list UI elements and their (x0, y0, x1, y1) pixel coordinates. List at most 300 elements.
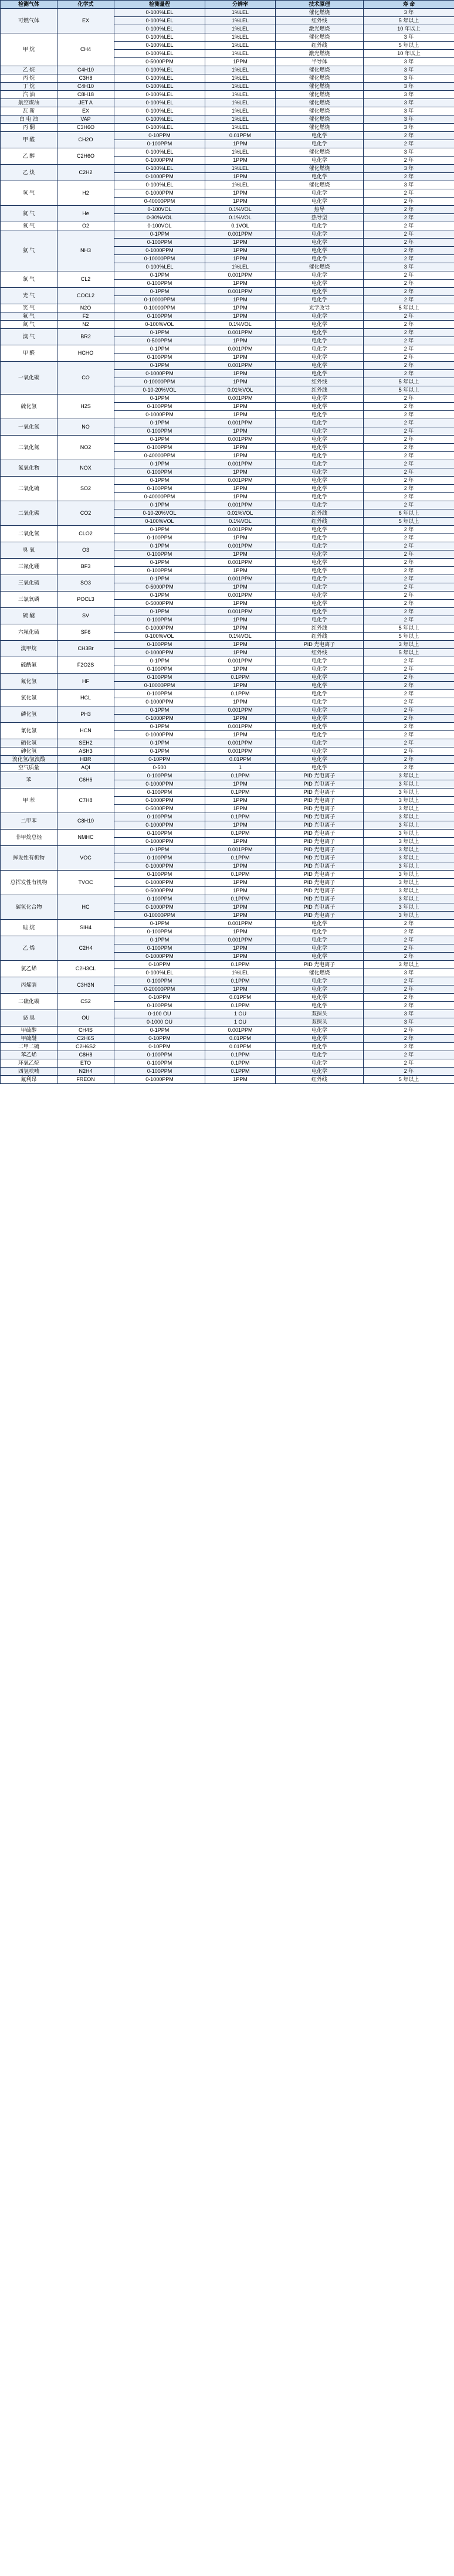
detection-range-cell: 0-1000PPM (114, 624, 205, 633)
lifetime-cell: 2 年 (364, 132, 454, 140)
technology-cell: 电化学 (276, 723, 364, 731)
technology-cell: 电化学 (276, 756, 364, 764)
technology-cell: 电化学 (276, 477, 364, 485)
table-row (1, 624, 454, 633)
chemical-formula-cell: H2 (57, 181, 114, 206)
technology-cell: 电化学 (276, 132, 364, 140)
detection-range-cell: 0-1PPM (114, 723, 205, 731)
lifetime-cell: 3 年 (364, 165, 454, 173)
resolution-cell: 1PPM (205, 403, 276, 411)
lifetime-cell: 3 年以上 (364, 772, 454, 780)
resolution-cell: 1PPM (205, 928, 276, 936)
resolution-cell: 0.001PPM (205, 608, 276, 616)
chemical-formula-cell: HC (57, 895, 114, 920)
gas-name-cell: 硅 烷 (1, 920, 57, 936)
detection-range-cell: 0-100PPM (114, 1068, 205, 1076)
resolution-cell: 1PPM (205, 862, 276, 871)
detection-range-cell: 0-100%LEL (114, 33, 205, 42)
resolution-cell: 1 (205, 764, 276, 772)
technology-cell: 催化燃烧 (276, 115, 364, 124)
gas-name-cell: 甲 醛 (1, 132, 57, 148)
detection-range-cell: 0-40000PPM (114, 452, 205, 460)
gas-name-cell: 苯 (1, 772, 57, 789)
technology-cell: 电化学 (276, 1068, 364, 1076)
technology-cell: PID 光电离子 (276, 772, 364, 780)
detection-range-cell: 0-10-20%VOL (114, 386, 205, 395)
resolution-cell: 1%LEL (205, 91, 276, 99)
technology-cell: PID 光电离子 (276, 862, 364, 871)
gas-name-cell: 氟利昂 (1, 1076, 57, 1084)
lifetime-cell: 3 年以上 (364, 641, 454, 649)
detection-range-cell: 0-1PPM (114, 936, 205, 944)
gas-name-cell: 氦 气 (1, 206, 57, 222)
lifetime-cell: 2 年 (364, 329, 454, 337)
gas-name-cell: 乙 炔 (1, 165, 57, 181)
table-row (1, 230, 454, 239)
lifetime-cell: 3 年以上 (364, 797, 454, 805)
resolution-cell: 0.001PPM (205, 657, 276, 665)
lifetime-cell: 2 年 (364, 559, 454, 567)
gas-name-cell: 氢 气 (1, 181, 57, 206)
chemical-formula-cell: TVOC (57, 871, 114, 895)
table-row (1, 846, 454, 854)
technology-cell: 电化学 (276, 222, 364, 230)
gas-name-cell: 氮 气 (1, 321, 57, 329)
resolution-cell: 0.1PPM (205, 977, 276, 985)
lifetime-cell: 3 年以上 (364, 903, 454, 912)
table-row (1, 1035, 454, 1043)
table-row (1, 690, 454, 698)
gas-name-cell: 恶 臭 (1, 1010, 57, 1027)
lifetime-cell: 2 年 (364, 600, 454, 608)
chemical-formula-cell: COCL2 (57, 288, 114, 304)
resolution-cell: 1PPM (205, 616, 276, 624)
detection-range-cell: 0-100%LEL (114, 17, 205, 25)
chemical-formula-cell: N2H4 (57, 1068, 114, 1076)
gas-name-cell: 二氧化碳 (1, 501, 57, 526)
lifetime-cell: 2 年 (364, 731, 454, 739)
lifetime-cell: 3 年 (364, 9, 454, 17)
detection-range-cell: 0-1PPM (114, 501, 205, 509)
technology-cell: 双探头 (276, 1010, 364, 1018)
lifetime-cell: 5 年以上 (364, 649, 454, 657)
technology-cell: 电化学 (276, 1051, 364, 1059)
chemical-formula-cell: CLO2 (57, 526, 114, 542)
technology-cell: 催化燃烧 (276, 148, 364, 157)
gas-name-cell: 氯乙烯 (1, 961, 57, 977)
detection-range-cell: 0-1000PPM (114, 715, 205, 723)
detection-range-cell: 0-40000PPM (114, 493, 205, 501)
resolution-cell: 0.001PPM (205, 592, 276, 600)
lifetime-cell: 3 年 (364, 74, 454, 83)
gas-name-cell: 氯化氢 (1, 690, 57, 706)
lifetime-cell: 2 年 (364, 977, 454, 985)
column-header-formula: 化学式 (57, 1, 114, 9)
detection-range-cell: 0-100%LEL (114, 165, 205, 173)
lifetime-cell: 2 年 (364, 493, 454, 501)
detection-range-cell: 0-1PPM (114, 230, 205, 239)
table-row (1, 395, 454, 403)
resolution-cell: 0.1%VOL (205, 206, 276, 214)
detection-range-cell: 0-10000PPM (114, 378, 205, 386)
table-row (1, 920, 454, 928)
detection-range-cell: 0-30%VOL (114, 214, 205, 222)
technology-cell: PID 光电离子 (276, 821, 364, 830)
technology-cell: 电化学 (276, 953, 364, 961)
resolution-cell: 1PPM (205, 255, 276, 263)
technology-cell: 电化学 (276, 321, 364, 329)
lifetime-cell: 2 年 (364, 230, 454, 239)
gas-name-cell: 挥发性有机物 (1, 846, 57, 871)
technology-cell: 电化学 (276, 493, 364, 501)
detection-range-cell: 0-1PPM (114, 739, 205, 747)
gas-name-cell: 三氯氧磷 (1, 592, 57, 608)
chemical-formula-cell: SF6 (57, 624, 114, 641)
lifetime-cell: 2 年 (364, 1027, 454, 1035)
gas-name-cell: 环氧乙烷 (1, 1059, 57, 1068)
gas-name-cell: 砷化氢 (1, 747, 57, 756)
technology-cell: 电化学 (276, 698, 364, 706)
resolution-cell: 0.1PPM (205, 789, 276, 797)
technology-cell: PID 光电离子 (276, 961, 364, 969)
resolution-cell: 1PPM (205, 838, 276, 846)
detection-range-cell: 0-100PPM (114, 977, 205, 985)
resolution-cell: 0.1PPM (205, 1051, 276, 1059)
technology-cell: 电化学 (276, 1059, 364, 1068)
table-row (1, 91, 454, 99)
resolution-cell: 1PPM (205, 452, 276, 460)
gas-name-cell: 光 气 (1, 288, 57, 304)
lifetime-cell: 3 年 (364, 83, 454, 91)
resolution-cell: 1%LEL (205, 74, 276, 83)
chemical-formula-cell: O2 (57, 222, 114, 230)
lifetime-cell: 5 年以上 (364, 304, 454, 312)
lifetime-cell: 3 年 (364, 969, 454, 977)
chemical-formula-cell: HF (57, 674, 114, 690)
gas-name-cell: 甲 苯 (1, 789, 57, 813)
gas-name-cell: 氨 气 (1, 230, 57, 271)
resolution-cell: 0.1PPM (205, 961, 276, 969)
detection-range-cell: 0-10PPM (114, 961, 205, 969)
resolution-cell: 0.001PPM (205, 288, 276, 296)
table-row (1, 764, 454, 772)
chemical-formula-cell: AQI (57, 764, 114, 772)
technology-cell: 电化学 (276, 567, 364, 575)
table-row (1, 222, 454, 230)
lifetime-cell: 2 年 (364, 690, 454, 698)
gas-detection-spec-sheet (0, 0, 454, 1084)
technology-cell: 电化学 (276, 230, 364, 239)
detection-range-cell: 0-10PPM (114, 994, 205, 1002)
detection-range-cell: 0-100%LEL (114, 25, 205, 33)
detection-range-cell: 0-1000PPM (114, 247, 205, 255)
technology-cell: 电化学 (276, 370, 364, 378)
technology-cell: 电化学 (276, 928, 364, 936)
lifetime-cell: 3 年以上 (364, 821, 454, 830)
chemical-formula-cell: C8H8 (57, 1051, 114, 1059)
lifetime-cell: 5 年以上 (364, 42, 454, 50)
lifetime-cell: 2 年 (364, 944, 454, 953)
detection-range-cell: 0-100%LEL (114, 969, 205, 977)
table-row (1, 813, 454, 821)
technology-cell: 红外线 (276, 518, 364, 526)
resolution-cell: 0.001PPM (205, 362, 276, 370)
technology-cell: 电化学 (276, 592, 364, 600)
chemical-formula-cell: C2H4 (57, 936, 114, 961)
technology-cell: PID 光电离子 (276, 838, 364, 846)
resolution-cell: 0.1PPM (205, 674, 276, 682)
detection-range-cell: 0-100VOL (114, 206, 205, 214)
table-row (1, 994, 454, 1002)
resolution-cell: 0.001PPM (205, 846, 276, 854)
resolution-cell: 1%LEL (205, 148, 276, 157)
resolution-cell: 0.001PPM (205, 920, 276, 928)
lifetime-cell: 5 年以上 (364, 386, 454, 395)
lifetime-cell: 10 年以上 (364, 25, 454, 33)
resolution-cell: 0.1%VOL (205, 321, 276, 329)
technology-cell: 电化学 (276, 985, 364, 994)
lifetime-cell: 3 年 (364, 148, 454, 157)
lifetime-cell: 2 年 (364, 756, 454, 764)
resolution-cell: 1PPM (205, 624, 276, 633)
gas-name-cell: 汽 油 (1, 91, 57, 99)
lifetime-cell: 2 年 (364, 485, 454, 493)
detection-range-cell: 0-10000PPM (114, 255, 205, 263)
gas-name-cell: 溴 气 (1, 329, 57, 345)
technology-cell: 电化学 (276, 747, 364, 756)
detection-range-cell: 0-1PPM (114, 395, 205, 403)
detection-range-cell: 0-1PPM (114, 271, 205, 280)
lifetime-cell: 2 年 (364, 1059, 454, 1068)
resolution-cell: 0.001PPM (205, 723, 276, 731)
resolution-cell: 1PPM (205, 731, 276, 739)
table-row (1, 756, 454, 764)
resolution-cell: 0.001PPM (205, 436, 276, 444)
lifetime-cell: 2 年 (364, 452, 454, 460)
resolution-cell: 1PPM (205, 337, 276, 345)
lifetime-cell: 2 年 (364, 706, 454, 715)
detection-range-cell: 0-1000PPM (114, 821, 205, 830)
detection-range-cell: 0-1000PPM (114, 731, 205, 739)
gas-name-cell: 碳氢化合物 (1, 895, 57, 920)
chemical-formula-cell: CS2 (57, 994, 114, 1010)
gas-name-cell: 丙烯腈 (1, 977, 57, 994)
chemical-formula-cell: SEH2 (57, 739, 114, 747)
table-row (1, 977, 454, 985)
detection-range-cell: 0-10PPM (114, 1043, 205, 1051)
detection-range-cell: 0-1000PPM (114, 862, 205, 871)
detection-range-cell: 0-100PPM (114, 403, 205, 411)
detection-range-cell: 0-100PPM (114, 813, 205, 821)
lifetime-cell: 2 年 (364, 501, 454, 509)
technology-cell: 电化学 (276, 706, 364, 715)
lifetime-cell: 2 年 (364, 214, 454, 222)
technology-cell: 电化学 (276, 419, 364, 427)
table-row (1, 674, 454, 682)
resolution-cell: 0.001PPM (205, 230, 276, 239)
resolution-cell: 1PPM (205, 411, 276, 419)
technology-cell: 电化学 (276, 715, 364, 723)
technology-cell: 电化学 (276, 288, 364, 296)
lifetime-cell: 3 年 (364, 66, 454, 74)
detection-range-cell: 0-100PPM (114, 854, 205, 862)
technology-cell: 催化燃烧 (276, 33, 364, 42)
lifetime-cell: 2 年 (364, 288, 454, 296)
detection-range-cell: 0-1PPM (114, 329, 205, 337)
detection-range-cell: 0-1PPM (114, 436, 205, 444)
chemical-formula-cell: C2H6S2 (57, 1043, 114, 1051)
detection-range-cell: 0-1000PPM (114, 780, 205, 789)
lifetime-cell: 3 年 (364, 1018, 454, 1027)
gas-name-cell: 甲硫醇 (1, 1027, 57, 1035)
lifetime-cell: 3 年 (364, 181, 454, 189)
technology-cell: 红外线 (276, 386, 364, 395)
chemical-formula-cell: SO3 (57, 575, 114, 592)
resolution-cell: 0.001PPM (205, 419, 276, 427)
chemical-formula-cell: HCHO (57, 345, 114, 362)
detection-range-cell: 0-100PPM (114, 312, 205, 321)
lifetime-cell: 2 年 (364, 206, 454, 214)
technology-cell: 催化燃烧 (276, 969, 364, 977)
chemical-formula-cell: NMHC (57, 830, 114, 846)
resolution-cell: 1PPM (205, 550, 276, 559)
lifetime-cell: 2 年 (364, 715, 454, 723)
technology-cell: 电化学 (276, 312, 364, 321)
resolution-cell: 1%LEL (205, 50, 276, 58)
resolution-cell: 0.001PPM (205, 706, 276, 715)
chemical-formula-cell: FREON (57, 1076, 114, 1084)
lifetime-cell: 2 年 (364, 321, 454, 329)
detection-range-cell: 0-100PPM (114, 427, 205, 436)
lifetime-cell: 2 年 (364, 550, 454, 559)
technology-cell: 催化燃烧 (276, 124, 364, 132)
lifetime-cell: 2 年 (364, 928, 454, 936)
lifetime-cell: 2 年 (364, 362, 454, 370)
chemical-formula-cell: SIH4 (57, 920, 114, 936)
lifetime-cell: 5 年以上 (364, 624, 454, 633)
chemical-formula-cell: N2 (57, 321, 114, 329)
technology-cell: 电化学 (276, 764, 364, 772)
table-row (1, 1043, 454, 1051)
table-row (1, 132, 454, 140)
resolution-cell: 0.1PPM (205, 690, 276, 698)
table-row (1, 961, 454, 969)
technology-cell: 电化学 (276, 189, 364, 198)
technology-cell: PID 光电离子 (276, 912, 364, 920)
chemical-formula-cell: CH3Br (57, 641, 114, 657)
technology-cell: PID 光电离子 (276, 887, 364, 895)
resolution-cell: 1PPM (205, 698, 276, 706)
detection-range-cell: 0-10-20%VOL (114, 509, 205, 518)
detection-range-cell: 0-100PPM (114, 830, 205, 838)
chemical-formula-cell: C6H6 (57, 772, 114, 789)
detection-range-cell: 0-1PPM (114, 542, 205, 550)
resolution-cell: 0.1%VOL (205, 518, 276, 526)
chemical-formula-cell: N2O (57, 304, 114, 312)
technology-cell: 电化学 (276, 575, 364, 583)
gas-name-cell: 非甲烷总烃 (1, 830, 57, 846)
detection-range-cell: 0-100%LEL (114, 66, 205, 74)
resolution-cell: 0.01%VOL (205, 509, 276, 518)
detection-range-cell: 0-1000PPM (114, 698, 205, 706)
detection-range-cell: 0-1PPM (114, 526, 205, 534)
table-row (1, 1027, 454, 1035)
detection-range-cell: 0-100PPM (114, 641, 205, 649)
gas-name-cell: 臭 氧 (1, 542, 57, 559)
lifetime-cell: 2 年 (364, 280, 454, 288)
lifetime-cell: 2 年 (364, 427, 454, 436)
chemical-formula-cell: POCL3 (57, 592, 114, 608)
resolution-cell: 0.01PPM (205, 994, 276, 1002)
chemical-formula-cell: OU (57, 1010, 114, 1027)
gas-name-cell: 乙 烷 (1, 66, 57, 74)
table-row (1, 115, 454, 124)
gas-name-cell: 丙 酮 (1, 124, 57, 132)
resolution-cell: 0.001PPM (205, 345, 276, 354)
technology-cell: 电化学 (276, 460, 364, 468)
technology-cell: 电化学 (276, 608, 364, 616)
detection-range-cell: 0-100%LEL (114, 263, 205, 271)
detection-range-cell: 0-100PPM (114, 239, 205, 247)
lifetime-cell: 2 年 (364, 936, 454, 944)
detection-range-cell: 0-1000PPM (114, 173, 205, 181)
resolution-cell: 1 OU (205, 1010, 276, 1018)
lifetime-cell: 3 年以上 (364, 871, 454, 879)
technology-cell: 催化燃烧 (276, 66, 364, 74)
detection-range-cell: 0-5000PPM (114, 58, 205, 66)
lifetime-cell: 2 年 (364, 460, 454, 468)
technology-cell: 电化学 (276, 994, 364, 1002)
chemical-formula-cell: BF3 (57, 559, 114, 575)
detection-range-cell: 0-1PPM (114, 345, 205, 354)
detection-range-cell: 0-100%LEL (114, 181, 205, 189)
table-row (1, 1010, 454, 1018)
chemical-formula-cell: EX (57, 9, 114, 33)
lifetime-cell: 2 年 (364, 198, 454, 206)
technology-cell: 半导体 (276, 58, 364, 66)
detection-range-cell: 0-1PPM (114, 559, 205, 567)
detection-range-cell: 0-100PPM (114, 772, 205, 780)
chemical-formula-cell: HCL (57, 690, 114, 706)
lifetime-cell: 2 年 (364, 616, 454, 624)
detection-range-cell: 0-5000PPM (114, 887, 205, 895)
technology-cell: 电化学 (276, 140, 364, 148)
detection-range-cell: 0-100PPM (114, 534, 205, 542)
chemical-formula-cell: PH3 (57, 706, 114, 723)
detection-range-cell: 0-100PPM (114, 789, 205, 797)
detection-range-cell: 0-100%LEL (114, 74, 205, 83)
technology-cell: PID 光电离子 (276, 789, 364, 797)
lifetime-cell: 3 年以上 (364, 830, 454, 838)
gas-name-cell: 二硫化碳 (1, 994, 57, 1010)
gas-name-cell: 甲 烷 (1, 33, 57, 66)
resolution-cell: 1PPM (205, 468, 276, 477)
chemical-formula-cell: ETO (57, 1059, 114, 1068)
technology-cell: 催化燃烧 (276, 83, 364, 91)
table-row (1, 542, 454, 550)
chemical-formula-cell: C8H18 (57, 91, 114, 99)
technology-cell: 电化学 (276, 1043, 364, 1051)
table-row (1, 641, 454, 649)
detection-range-cell: 0-10000PPM (114, 304, 205, 312)
lifetime-cell: 3 年以上 (364, 780, 454, 789)
resolution-cell: 0.1PPM (205, 1068, 276, 1076)
resolution-cell: 1PPM (205, 903, 276, 912)
lifetime-cell: 6 年以上 (364, 509, 454, 518)
detection-range-cell: 0-1PPM (114, 706, 205, 715)
technology-cell: 红外线 (276, 649, 364, 657)
detection-range-cell: 0-100%VOL (114, 321, 205, 329)
